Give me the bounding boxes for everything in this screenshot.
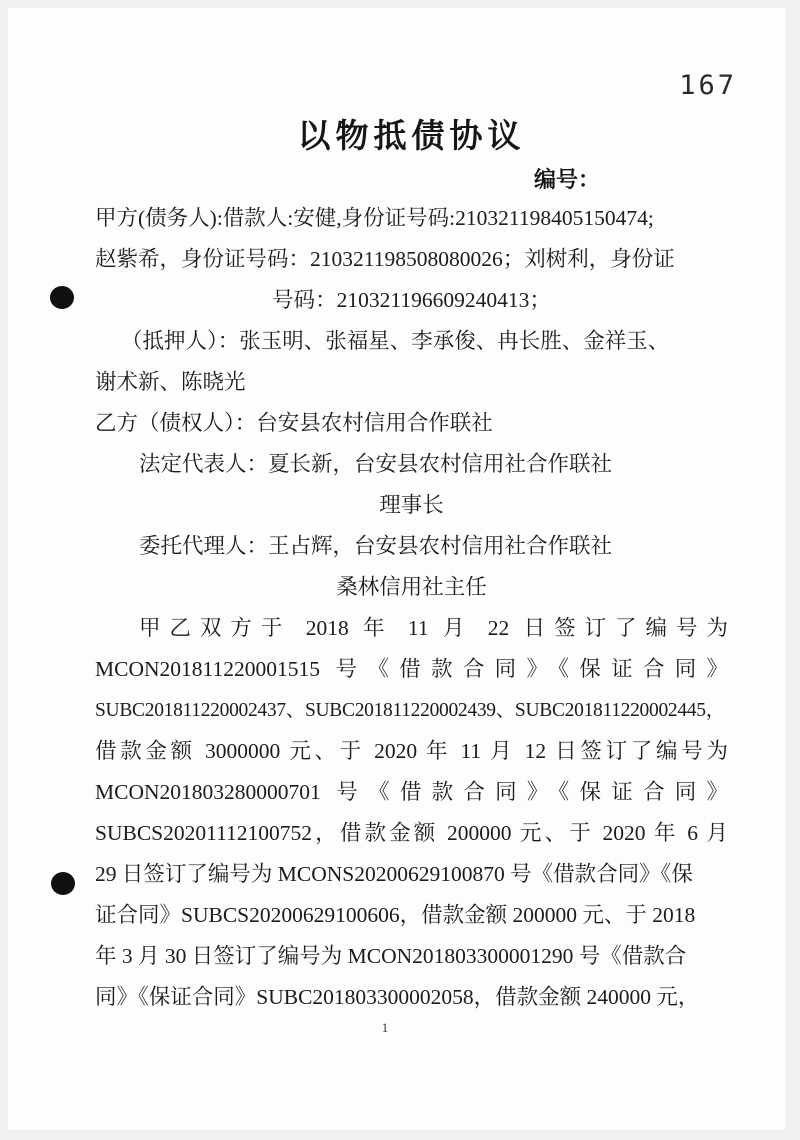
document-line: 赵紫希，身份证号码：210321198508080026；刘树利，身份证	[95, 247, 675, 271]
document-line: SUBC201811220002437、SUBC201811220002439、SUBC201811220002445，	[95, 700, 725, 721]
document-line: 同》《保证合同》SUBC201803300002058，借款金额 240000 元，	[95, 985, 700, 1009]
footer-page-number: 1	[381, 1020, 389, 1035]
document-line: 理事长	[379, 493, 444, 517]
document-line: 甲乙双方于 2018 年 11 月 22 日签订了编号为	[139, 616, 728, 640]
corner-page-number: 167	[679, 70, 737, 101]
document-line: 谢术新、陈晓光	[95, 370, 246, 394]
document-line: 借款金额 3000000 元、于 2020 年 11 月 12 日签订了编号为	[95, 739, 728, 763]
page-sheet	[8, 8, 785, 1130]
document-line: 甲方(债务人):借款人:安健,身份证号码:210321198405150474;	[95, 206, 654, 230]
serial-number-label: 编号：	[533, 167, 600, 192]
document-line: 29 日签订了编号为 MCONS20200629100870 号《借款合同》《保	[95, 862, 693, 886]
document-body	[95, 198, 728, 1018]
document-line: 委托代理人：王占辉，台安县农村信用社合作联社	[139, 534, 613, 558]
document-title: 以物抵债协议	[297, 117, 526, 154]
document-line: （抵押人）：张玉明、张福星、李承俊、冉长胜、金祥玉、	[121, 329, 670, 353]
document-line: 年 3 月 30 日签订了编号为 MCON201803300001290 号《借款合	[95, 944, 687, 968]
hole-punch-dot-bottom	[51, 872, 75, 895]
document-line: 乙方（债权人）：台安县农村信用合作联社	[95, 411, 493, 435]
hole-punch-dot-top	[50, 286, 74, 309]
document-line: 法定代表人：夏长新，台安县农村信用社合作联社	[139, 452, 613, 476]
document-line: 证合同》SUBCS20200629100606，借款金额 200000 元、于 2018	[95, 903, 696, 927]
document-line: 号码：210321196609240413；	[272, 288, 551, 312]
document-line: MCON201811220001515 号《借款合同》《保证合同》	[95, 657, 728, 681]
document-line: MCON201803280000701 号《借款合同》《保证合同》	[95, 780, 728, 804]
document-line: SUBCS20201112100752，借款金额 200000 元、于 2020 年 6 月	[95, 821, 728, 845]
document-line: 桑林信用社主任	[336, 575, 487, 599]
